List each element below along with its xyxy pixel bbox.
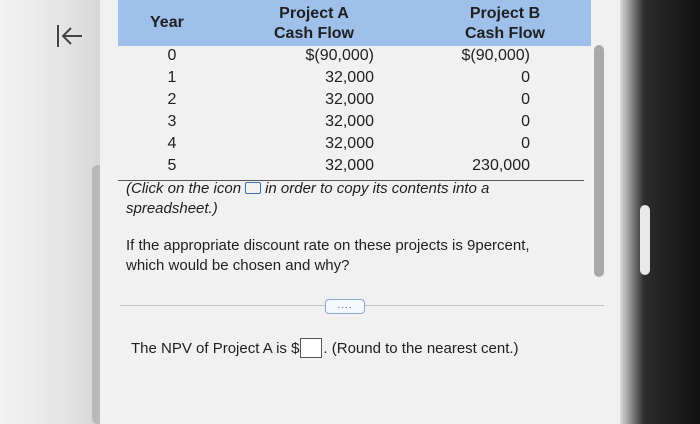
copy-note-prefix: (Click on the icon <box>126 180 242 197</box>
project-a-cell: 32,000 <box>325 157 374 174</box>
project-b-cell: $(90,000) <box>461 47 530 64</box>
year-cell: 2 <box>167 91 177 108</box>
copy-to-spreadsheet-icon[interactable] <box>245 182 261 194</box>
year-cell: 4 <box>167 135 177 152</box>
project-a-cell: 32,000 <box>325 69 374 86</box>
table-row <box>118 69 591 91</box>
project-b-cell: 0 <box>521 135 530 152</box>
scrollbar-secondary[interactable] <box>640 205 650 275</box>
copy-note <box>126 179 546 219</box>
copy-note-suffix: in order to copy its contents into a spreadsheet.) <box>126 180 490 217</box>
table-row <box>118 135 591 157</box>
answer-suffix: . (Round to the nearest cent.) <box>323 340 519 357</box>
project-b-cell: 230,000 <box>472 157 530 174</box>
project-a-cell: $(90,000) <box>305 47 374 64</box>
header-project-b: Project B <box>469 5 541 22</box>
project-b-cell: 0 <box>521 113 530 130</box>
answer-prefix: The NPV of Project A is $ <box>131 340 300 357</box>
project-b-cell: 0 <box>521 69 530 86</box>
year-cell: 3 <box>167 113 177 130</box>
header-project-b-sub: Cash Flow <box>464 25 545 42</box>
year-cell: 1 <box>167 69 177 86</box>
left-panel <box>0 0 100 424</box>
header-project-a-sub: Cash Flow <box>273 25 354 42</box>
project-b-cell: 0 <box>521 91 530 108</box>
collapse-left-icon[interactable] <box>55 22 85 50</box>
year-cell: 5 <box>167 157 177 174</box>
right-edge <box>620 0 700 424</box>
expand-more-button[interactable]: .... <box>325 299 365 314</box>
npv-input[interactable] <box>300 338 322 358</box>
year-cell: 0 <box>167 47 177 64</box>
scrollbar[interactable] <box>594 45 604 277</box>
table-row <box>118 91 591 113</box>
project-a-cell: 32,000 <box>325 91 374 108</box>
table-row <box>118 113 591 135</box>
project-a-cell: 32,000 <box>325 113 374 130</box>
header-year: Year <box>150 14 184 31</box>
question-text: If the appropriate discount rate on these projects is 9percent, which would be chosen and why? <box>126 237 530 274</box>
header-project-a: Project A <box>279 5 349 22</box>
answer-line <box>131 338 519 359</box>
table-row <box>118 157 591 179</box>
project-a-cell: 32,000 <box>325 135 374 152</box>
table-row <box>118 47 591 69</box>
